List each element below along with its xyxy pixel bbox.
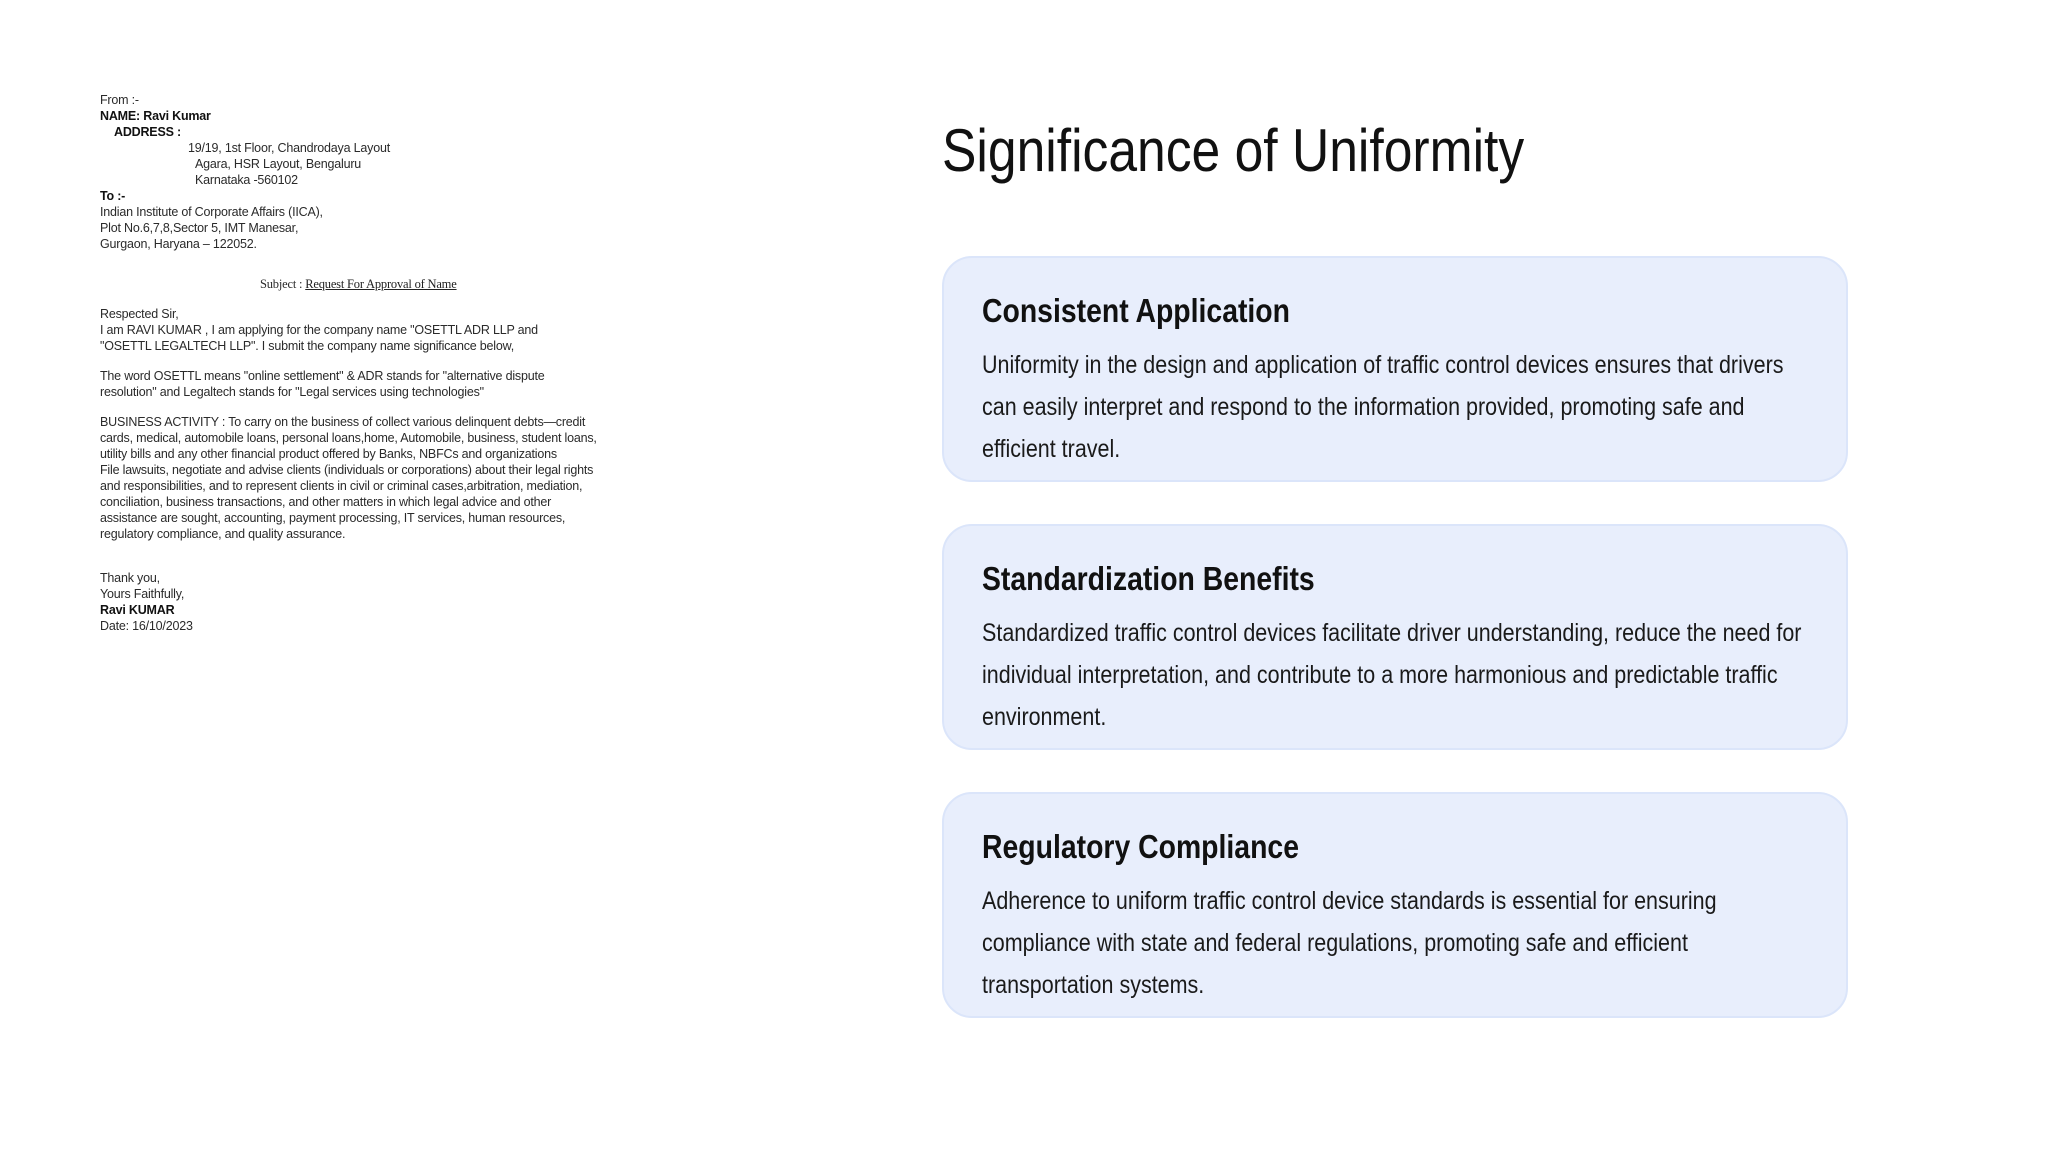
letter-from: From :- (100, 93, 139, 107)
letter-para3-line: BUSINESS ACTIVITY : To carry on the business of collect various delinquent debts—credit (100, 415, 586, 429)
letter-address-line: Agara, HSR Layout, Bengaluru (195, 157, 362, 171)
card-heading: Consistent Application (982, 292, 1290, 329)
letter-to-line: Indian Institute of Corporate Affairs (IICA), (100, 205, 323, 219)
letter-closing-line: Thank you, (100, 571, 160, 585)
letter-signature: Ravi KUMAR (100, 603, 175, 617)
card-heading: Regulatory Compliance (982, 828, 1299, 865)
card-regulatory-compliance (942, 792, 1848, 1018)
card-body: Uniformity in the design and application of traffic control devices ensures that drivers can easily interpret and respond to the information provided, promoting safe and efficient travel. (982, 351, 1784, 463)
letter-salutation: Respected Sir, (100, 307, 179, 321)
letter-para2-line: resolution" and Legaltech stands for "Legal services using technologies" (100, 385, 484, 399)
letter-address-line: 19/19, 1st Floor, Chandrodaya Layout (188, 141, 390, 155)
letter-para3-line: utility bills and any other financial product offered by Banks, NBFCs and organizations (100, 447, 557, 461)
card-body: Standardized traffic control devices facilitate driver understanding, reduce the need for individual interpretation, and contribute to a more harmonious and predictable traffic environment. (982, 619, 1802, 731)
letter-para3-line: regulatory compliance, and quality assurance. (100, 527, 346, 541)
letter-to-line: Gurgaon, Haryana – 122052. (100, 237, 257, 251)
letter-closing-line: Yours Faithfully, (100, 587, 185, 601)
letter-para3-line: and responsibilities, and to represent clients in civil or criminal cases,arbitration, mediation, (100, 479, 583, 493)
letter-date: Date: 16/10/2023 (100, 619, 193, 633)
letter-para1-line: I am RAVI KUMAR , I am applying for the company name "OSETTL ADR LLP and (100, 323, 538, 337)
letter-subject (100, 276, 640, 292)
letter-to-line: Plot No.6,7,8,Sector 5, IMT Manesar, (100, 221, 299, 235)
letter-para3-line: cards, medical, automobile loans, personal loans,home, Automobile, business, student loans, (100, 431, 597, 445)
letter-para3-line: assistance are sought, accounting, payment processing, IT services, human resources, (100, 511, 566, 525)
letter-subject-label: Subject : (260, 277, 303, 291)
letter-para3-line: conciliation, business transactions, and other matters in which legal advice and other (100, 495, 552, 509)
card-standardization-benefits (942, 524, 1848, 750)
letter-to: To :- (100, 189, 126, 203)
letter-para2-line: The word OSETTL means "online settlement" & ADR stands for "alternative dispute (100, 369, 545, 383)
letter-subject-text: Request For Approval of Name (305, 277, 457, 291)
letter-image (100, 92, 640, 672)
card-consistent-application (942, 256, 1848, 482)
letter-address-line: Karnataka -560102 (195, 173, 298, 187)
letter-address-label: ADDRESS : (114, 125, 181, 139)
card-body: Adherence to uniform traffic control device standards is essential for ensuring compliance with state and federal regulations, promoting safe and efficient transportation systems. (982, 887, 1717, 999)
letter-para3-line: File lawsuits, negotiate and advise clients (individuals or corporations) about their legal rights (100, 463, 594, 477)
card-heading: Standardization Benefits (982, 560, 1315, 597)
page-title: Significance of Uniformity (942, 117, 1525, 184)
letter-name: NAME: Ravi Kumar (100, 109, 211, 123)
letter-para1-line: "OSETTL LEGALTECH LLP". I submit the company name significance below, (100, 339, 515, 353)
